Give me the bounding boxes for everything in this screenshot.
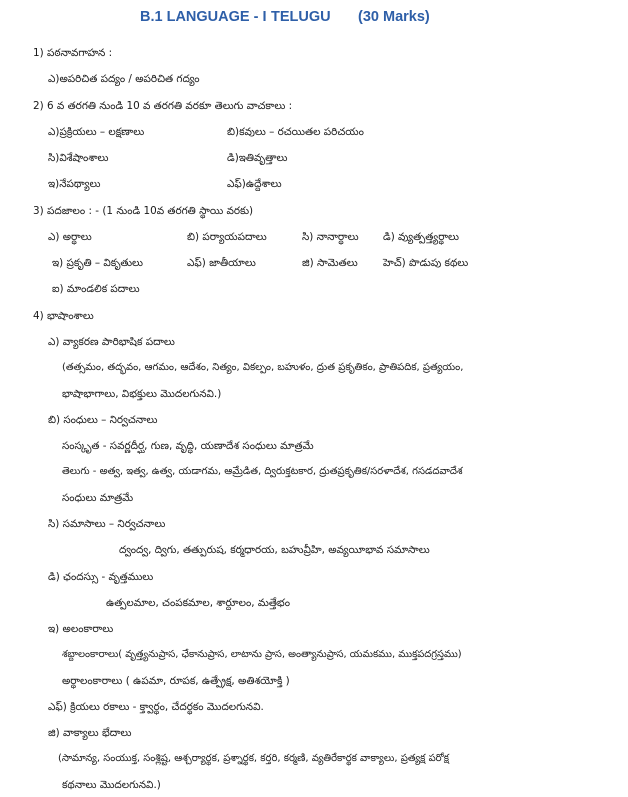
section-3-heading: 3) పదజాలం : - (1 నుండి 10వ తరగతి స్థాయి వరకు)	[33, 205, 254, 217]
title-course: B.1 LANGUAGE - I	[140, 9, 267, 25]
section-4-item-b-line1: సంస్కృత - సవర్ణదీర్ఘ, గుణ, వృద్ధి, యణాదేశ సంధులు మాత్రమే	[62, 440, 314, 452]
section-2-item-d: డి)ఇతివృత్తాలు	[227, 152, 288, 164]
section-3-item-f: ఎఫ్) జాతీయాలు	[187, 257, 256, 269]
title-language: TELUGU	[271, 9, 331, 25]
section-3-item-b: బి) పర్యాయపదాలు	[187, 231, 267, 243]
section-4-item-e-line2: అర్థాలంకారాలు ( ఉపమా, రూపక, ఉత్ప్రేక్ష, అతిశయోక్తి )	[62, 675, 290, 687]
section-3-item-c: సి) నానార్థాలు	[302, 231, 359, 243]
section-2-item-f: ఎఫ్)ఉద్దేశాలు	[227, 178, 282, 190]
section-4-item-b-line3: సంధులు మాత్రమే	[62, 492, 134, 504]
section-3-item-a: ఎ) అర్థాలు	[48, 231, 92, 243]
section-4-item-b-line2: తెలుగు - అత్వ, ఇత్వ, ఉత్వ, యడాగమ, ఆమ్రేడిత, ద్విరుక్తటకార, ద్రుతప్రకృతిక/సరళాదేశ, గసడదవాదేశ	[62, 466, 463, 477]
section-4-item-g-line1: (సామాన్య, సంయుక్త, సంశ్లిష్ట, ఆశ్చర్యార్థక, ప్రశ్నార్థక, కర్తరి, కర్మణి, వ్యతిరేకార్థక వాక్యాలు, ప్రత్యక్ష పరోక్ష	[58, 753, 449, 764]
section-2-heading: 2) 6 వ తరగతి నుండి 10 వ తరగతి వరకూ తెలుగు వాచకాలు :	[33, 100, 293, 112]
section-4-item-a-line2: భాషాభాగాలు, విభక్తులు మొదలగునవి.)	[62, 388, 222, 400]
section-3-item-h: హెచ్) పొడుపు కథలు	[383, 257, 469, 269]
section-4-item-d: డి) ఛందస్సు - వృత్తములు	[48, 571, 154, 583]
section-3-item-g: జి) సామెతలు	[302, 257, 358, 269]
section-4-item-c: సి) సమాసాలు – నిర్వచనాలు	[48, 518, 166, 530]
title-marks: (30 Marks)	[358, 9, 430, 25]
section-2-item-c: సి)విశేషాంశాలు	[48, 152, 109, 164]
section-4-item-a: ఎ) వ్యాకరణ పారిభాషిక పదాలు	[48, 336, 175, 348]
section-3-item-e: ఇ) ప్రకృతి – వికృతులు	[52, 257, 144, 269]
section-3-item-i: ఐ) మాండలిక పదాలు	[52, 283, 140, 295]
section-4-item-a-line1: (తత్సమం, తద్భవం, ఆగమం, ఆదేశం, నిత్యం, వికల్పం, బహుళం, ద్రుత ప్రకృతికం, ప్రాతిపదిక, ప్రత్యయం,	[62, 362, 464, 373]
section-4-item-e: ఇ) అలంకారాలు	[48, 623, 114, 635]
section-1-item-a: ఎ)అపరిచిత పద్యం / అపరిచిత గద్యం	[48, 73, 200, 85]
section-2-item-e: ఇ)నేపథ్యాలు	[48, 178, 101, 190]
section-4-item-g: జి) వాక్యాలు భేదాలు	[48, 727, 132, 739]
section-2-item-b: బి)కవులు – రచయితల పరిచయం	[227, 126, 364, 138]
section-4-heading: 4) భాషాంశాలు	[33, 310, 94, 322]
section-4-item-c-line1: ద్వంద్వ, ద్విగు, తత్పురుష, కర్మధారయ, బహువ్రీహి, అవ్యయీభావ సమాసాలు	[119, 544, 430, 556]
section-4-item-g-line2: కథనాలు మొదలగునవి.)	[62, 779, 161, 791]
section-4-item-d-line1: ఉత్పలమాల, చంపకమాల, శార్దూలం, మత్తేభం	[106, 597, 290, 609]
section-3-item-d: డి) వ్యుత్పత్త్యర్థాలు	[383, 231, 459, 243]
section-4-item-b: బి) సంధులు – నిర్వచనాలు	[48, 414, 158, 426]
section-4-item-e-line1: శబ్దాలంకారాలు( వృత్త్యనుప్రాస, ఛేకానుప్రాస, లాటాను ప్రాస, అంత్యానుప్రాస, యమకము, ముక్తపదగ్రస్తము)	[62, 649, 462, 660]
section-1-heading: 1) పఠనావగాహన :	[33, 47, 113, 59]
section-2-item-a: ఎ)ప్రక్రియలు – లక్షణాలు	[48, 126, 145, 138]
section-4-item-f: ఎఫ్) క్రియలు రకాలు - క్త్వార్థం, చేదర్థకం మొదలగునవి.	[48, 701, 264, 713]
